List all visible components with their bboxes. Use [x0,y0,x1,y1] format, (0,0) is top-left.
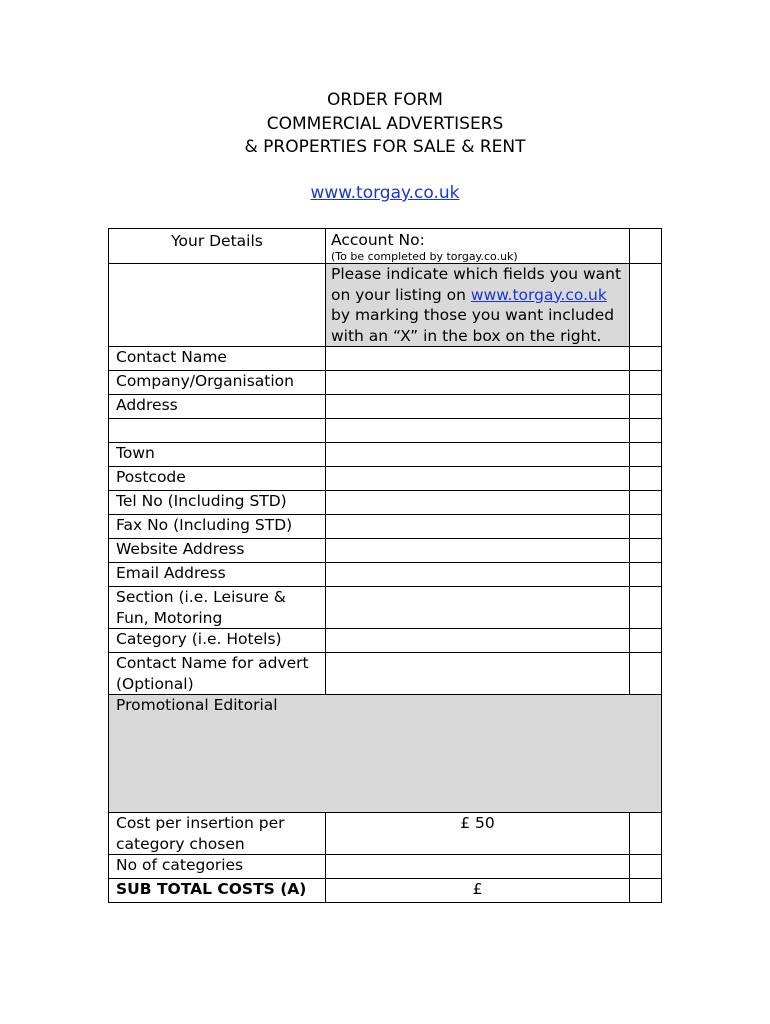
website-field[interactable] [326,539,630,563]
postcode-label: Postcode [109,467,326,491]
website-checkbox[interactable] [630,539,662,563]
account-no-cell[interactable] [326,229,630,264]
title-line-2: COMMERCIAL ADVERTISERS [266,113,504,134]
cost-value: £ 50 [326,813,630,855]
blank-cell [109,264,326,347]
fax-label: Fax No (Including STD) [109,515,326,539]
company-field[interactable] [326,371,630,395]
category-label: Category (i.e. Hotels) [109,629,326,653]
address-line-2-checkbox[interactable] [630,419,662,443]
postcode-checkbox[interactable] [630,467,662,491]
company-checkbox[interactable] [630,371,662,395]
account-no-label: Account No: [331,231,425,249]
subtotal-value: £ [326,879,630,903]
category-checkbox[interactable] [630,629,662,653]
town-label: Town [109,443,326,467]
website-link[interactable]: www.torgay.co.uk [310,183,460,203]
address-line-2-field[interactable] [326,419,630,443]
account-no-checkbox[interactable] [630,229,662,264]
promotional-editorial-box[interactable] [109,695,662,813]
contact-name-checkbox[interactable] [630,347,662,371]
no-categories-field[interactable] [326,855,630,879]
address-field[interactable] [326,395,630,419]
your-details-heading: Your Details [109,229,326,264]
no-categories-label: No of categories [109,855,326,879]
instructions-link[interactable]: www.torgay.co.uk [470,285,607,304]
section-label: Section (i.e. Leisure & Fun, Motoring [109,587,326,629]
company-label: Company/Organisation [109,371,326,395]
section-field[interactable] [326,587,630,629]
title-line-1: ORDER FORM [327,90,443,110]
subtotal-checkbox[interactable] [630,879,662,903]
contact-advert-label: Contact Name for advert (Optional) [109,653,326,695]
website-label: Website Address [109,539,326,563]
no-categories-checkbox[interactable] [630,855,662,879]
email-field[interactable] [326,563,630,587]
contact-advert-field[interactable] [326,653,630,695]
subtotal-label: SUB TOTAL COSTS (A) [109,879,326,903]
category-field[interactable] [326,629,630,653]
promotional-editorial-label: Promotional Editorial [116,696,278,714]
contact-name-field[interactable] [326,347,630,371]
email-label: Email Address [109,563,326,587]
email-checkbox[interactable] [630,563,662,587]
cost-checkbox[interactable] [630,813,662,855]
contact-name-label: Contact Name [109,347,326,371]
fax-checkbox[interactable] [630,515,662,539]
tel-checkbox[interactable] [630,491,662,515]
order-form-table [108,228,662,903]
tel-field[interactable] [326,491,630,515]
cost-label: Cost per insertion per category chosen [109,813,326,855]
instructions-checkbox[interactable] [630,264,662,347]
website-link-container [0,183,770,203]
title-line-3: & PROPERTIES FOR SALE & RENT [244,137,526,157]
town-checkbox[interactable] [630,443,662,467]
account-no-note: (To be completed by torgay.co.uk) [331,250,518,263]
tel-label: Tel No (Including STD) [109,491,326,515]
address-label: Address [109,395,326,419]
address-checkbox[interactable] [630,395,662,419]
town-field[interactable] [326,443,630,467]
postcode-field[interactable] [326,467,630,491]
address-line-2-label [109,419,326,443]
section-checkbox[interactable] [630,587,662,629]
indicate-instructions: Please indicate which fields you want on your listing on www.torgay.co.uk by marking those you want included with an “X” in the box on the right. [326,264,630,347]
contact-advert-checkbox[interactable] [630,653,662,695]
fax-field[interactable] [326,515,630,539]
form-title [0,89,770,160]
